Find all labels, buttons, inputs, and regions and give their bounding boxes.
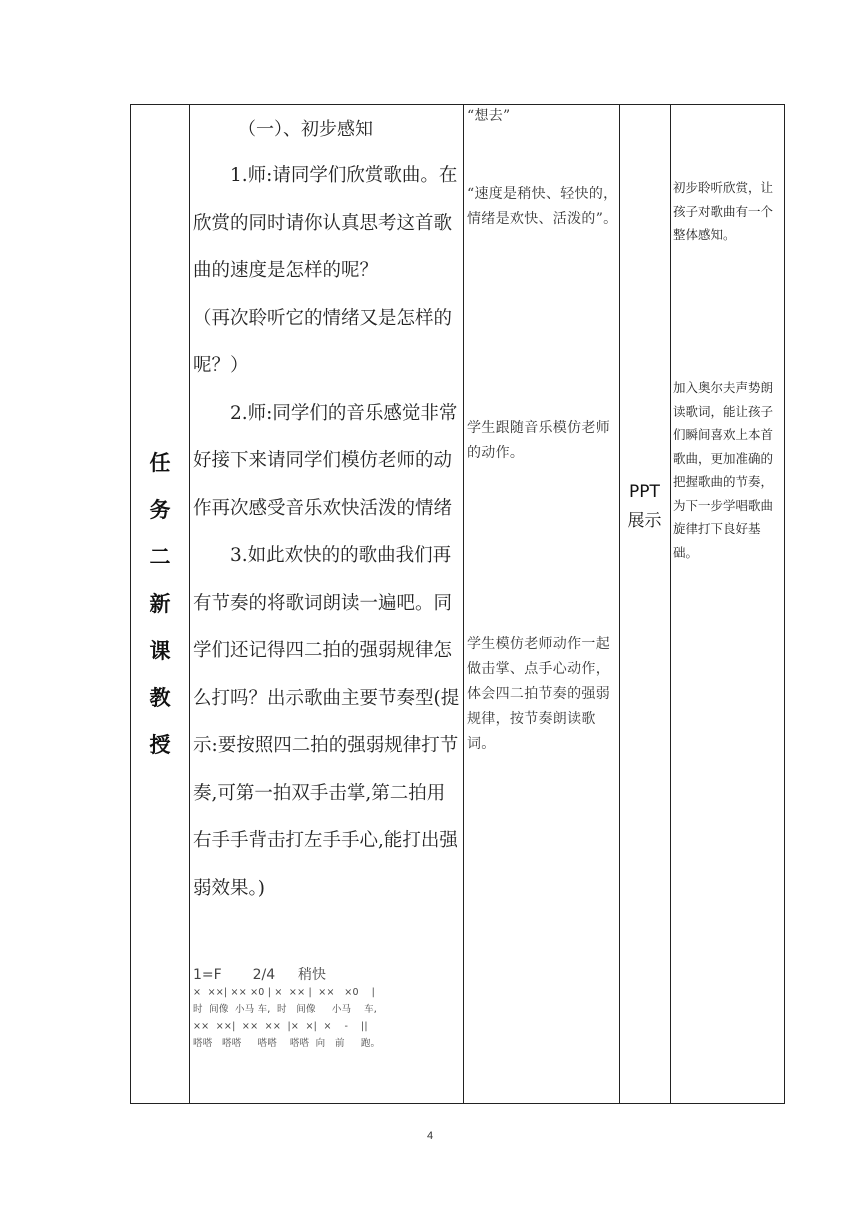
student-response-3	[467, 416, 619, 466]
column-divider	[463, 104, 464, 1104]
teaching-process	[193, 152, 461, 912]
means-line: 展示	[627, 511, 662, 531]
rhythm-line: × ××| ×× ×0 | × ×× | ×× ×0 |	[193, 987, 375, 998]
teacher-step-2: 2.师:同学们的音乐感觉非常好接下来请同学们模仿老师的动作再次感受音乐欢快活泼的情绪	[193, 402, 458, 519]
task-char: 教	[149, 685, 171, 710]
student-response-2	[467, 182, 619, 232]
task-char: 务	[149, 497, 171, 522]
task-char: 二	[149, 544, 171, 569]
task-char: 任	[149, 450, 171, 475]
column-divider	[670, 104, 671, 1104]
student-response-4	[467, 632, 619, 757]
student-text: 学生模仿老师动作一起做击掌、点手心动作，体会四二拍节奏的强弱规律，按节奏朗读歌词。	[467, 636, 610, 752]
student-text: 学生跟随音乐模仿老师的动作。	[467, 420, 610, 461]
lyrics-line: 嗒嗒 嗒嗒 嗒嗒 嗒嗒 向 前 跑。	[193, 1038, 381, 1049]
column-divider	[619, 104, 620, 1104]
teacher-step-3: 3.如此欢快的的歌曲我们再有节奏的将歌词朗读一遍吧。同学们还记得四二拍的强弱规律怎么打吗？出示歌曲主要节奏型(提示:要按照四二拍的强弱规律打节奏,可第一拍双手击掌,第二拍用右手手背击打左手手心,能打出强弱效果。)	[193, 545, 460, 899]
task-char: 课	[149, 638, 171, 663]
task-label	[131, 104, 189, 1104]
score-header	[193, 966, 461, 984]
teacher-step-1: 1.师:请同学们欣赏歌曲。在欣赏的同时请你认真思考这首歌曲的速度是怎样的呢？	[193, 165, 458, 281]
rhythm-line: ×× ××| ×× ×× |× ×| × - ||	[193, 1021, 368, 1032]
design-text: 加入奥尔夫声势朗读歌词，能让孩子们瞬间喜欢上本首歌曲，更加准确的把握歌曲的节奏，为下一步学唱歌曲旋律打下良好基础。	[673, 380, 774, 560]
task-char: 授	[149, 732, 171, 757]
score-tempo: 稍快	[298, 967, 327, 983]
page-number: 4	[426, 1130, 434, 1142]
student-text: “速度是稍快、轻快的，情绪是欢快、活泼的”。	[467, 186, 618, 227]
student-text: “想去”	[467, 108, 511, 124]
teaching-means	[620, 478, 669, 536]
design-text: 初步聆听欣赏，让孩子对歌曲有一个整体感知。	[673, 180, 774, 242]
column-divider	[189, 104, 190, 1104]
task-char: 新	[149, 591, 171, 616]
means-line: PPT	[629, 482, 660, 502]
score-meter: 2/4	[252, 967, 276, 983]
design-intent-2	[673, 376, 781, 564]
lyrics-line: 时 间像 小马 车, 时 间像 小马 车,	[193, 1004, 378, 1015]
score-key: 1=F	[193, 967, 222, 983]
design-intent-1	[673, 176, 781, 247]
teacher-step-1-note: （再次聆听它的情绪又是怎样的呢？）	[193, 307, 453, 376]
section-heading: （一）、初步感知	[238, 119, 373, 140]
rhythm-score	[193, 966, 461, 1052]
student-response-1	[467, 104, 619, 129]
